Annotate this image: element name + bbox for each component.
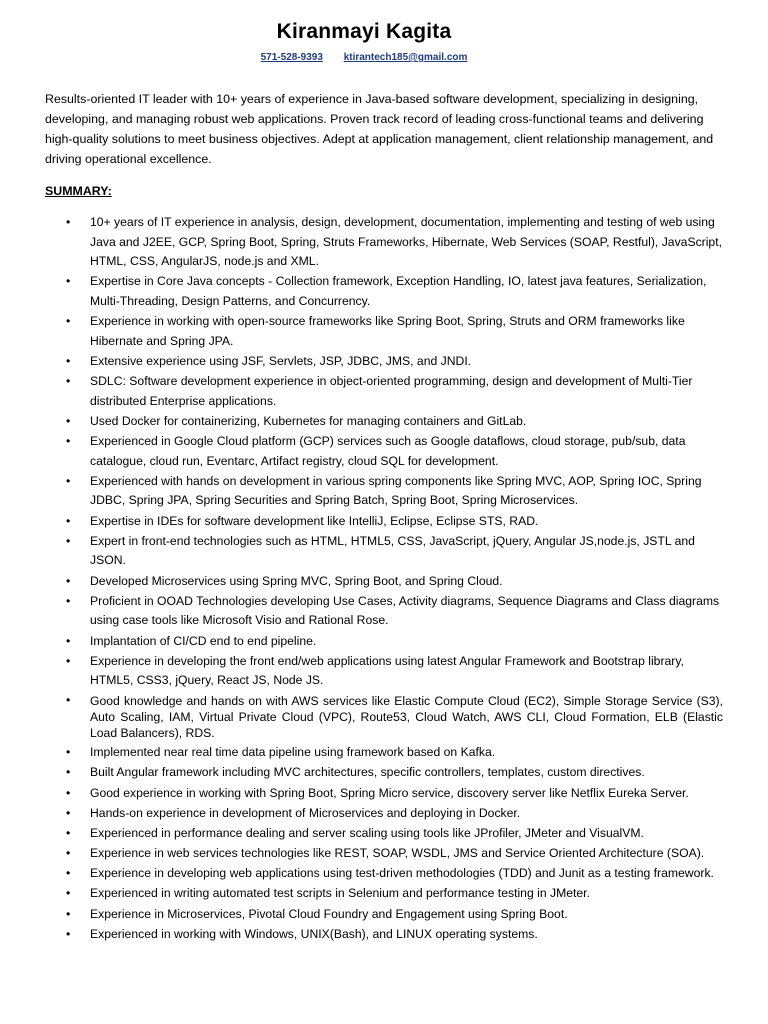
summary-item: • Implantation of CI/CD end to end pipeline. <box>45 632 723 652</box>
summary-item: • Developed Microservices using Spring MVC, Spring Boot, and Spring Cloud. <box>45 572 723 592</box>
summary-item: • Experience in developing the front end/web applications using latest Angular Framework and Bootstrap library, HTML5, CSS3, jQuery, React JS, Node JS. <box>45 652 723 691</box>
summary-item: • Experience in Microservices, Pivotal Cloud Foundry and Engagement using Spring Boot. <box>45 905 723 925</box>
summary-item: • Experienced with hands on development in various spring components like Spring MVC, AOP, Spring IOC, Spring JDBC, Spring JPA, Spring Securities and Spring Batch, Spring Boot, Spring Microservices. <box>45 472 723 511</box>
phone-link[interactable]: 571-528-9393 <box>260 52 323 63</box>
summary-item: • Experienced in Google Cloud platform (GCP) services such as Google dataflows, cloud storage, pub/sub, data catalogue, cloud run, Eventarc, Artifact registry, cloud SQL for development. <box>45 432 723 471</box>
summary-item: • 10+ years of IT experience in analysis, design, development, documentation, implementing and testing of web using Java and J2EE, GCP, Spring Boot, Spring, Struts Frameworks, Hibernate, Web Services (SOAP, Restful), JavaScript, HTML, CSS, AngularJS, node.js and XML. <box>45 213 723 272</box>
summary-item: • Expertise in IDEs for software development like IntelliJ, Eclipse, Eclipse STS, RAD. <box>45 512 723 532</box>
summary-item: • Experienced in performance dealing and server scaling using tools like JProfiler, JMeter and VisualVM. <box>45 824 723 844</box>
intro-paragraph: Results-oriented IT leader with 10+ years of experience in Java-based software development, specializing in designing, developing, and managing robust web applications. Proven track record of leading cross-functional teams and delivering high-quality solutions to meet business objectives. Adept at application management, client relationship management, and driving operational excellence. <box>45 92 714 166</box>
summary-item: • Extensive experience using JSF, Servlets, JSP, JDBC, JMS, and JNDI. <box>45 352 723 372</box>
summary-item: • Experience in working with open-source frameworks like Spring Boot, Spring, Struts and ORM frameworks like Hibernate and Spring JPA. <box>45 312 723 351</box>
summary-item: • Built Angular framework including MVC architectures, specific controllers, templates, custom directives. <box>45 763 723 783</box>
email-link[interactable]: ktirantech185@gmail.com <box>343 52 468 63</box>
summary-list <box>45 213 723 945</box>
summary-item: • Expertise in Core Java concepts - Collection framework, Exception Handling, IO, latest java features, Serialization, Multi-Threading, Design Patterns, and Concurrency. <box>45 272 723 311</box>
summary-item: • Proficient in OOAD Technologies developing Use Cases, Activity diagrams, Sequence Diagrams and Class diagrams using case tools like Microsoft Visio and Rational Rose. <box>45 592 723 631</box>
summary-heading: SUMMARY: <box>45 184 112 198</box>
summary-item: • Used Docker for containerizing, Kubernetes for managing containers and GitLab. <box>45 412 723 432</box>
candidate-name: Kiranmayi Kagita <box>276 20 452 43</box>
summary-item: • Good knowledge and hands on with AWS services like Elastic Compute Cloud (EC2), Simple Storage Service (S3), Auto Scaling, IAM, Virtual Private Cloud (VPC), Route53, Cloud Watch, AWS CLI, Cloud Formation, ELB (Elastic Load Balancers), RDS. <box>45 692 723 743</box>
summary-item: • Experienced in working with Windows, UNIX(Bash), and LINUX operating systems. <box>45 925 723 945</box>
summary-item: • Hands-on experience in development of Microservices and deploying in Docker. <box>45 804 723 824</box>
summary-item: • Experience in web services technologies like REST, SOAP, WSDL, JMS and Service Oriented Architecture (SOA). <box>45 844 723 864</box>
summary-item: • Experience in developing web applications using test-driven methodologies (TDD) and Junit as a testing framework. <box>45 864 723 884</box>
contact-line <box>0 52 728 63</box>
summary-item: • Expert in front-end technologies such as HTML, HTML5, CSS, JavaScript, jQuery, Angular JS,node.js, JSTL and JSON. <box>45 532 723 571</box>
summary-item: • Good experience in working with Spring Boot, Spring Micro service, discovery server like Netflix Eureka Server. <box>45 784 723 804</box>
summary-item: • Implemented near real time data pipeline using framework based on Kafka. <box>45 743 723 763</box>
summary-item: • Experienced in writing automated test scripts in Selenium and performance testing in JMeter. <box>45 884 723 904</box>
summary-item: • SDLC: Software development experience in object-oriented programming, design and development of Multi-Tier distributed Enterprise applications. <box>45 372 723 411</box>
